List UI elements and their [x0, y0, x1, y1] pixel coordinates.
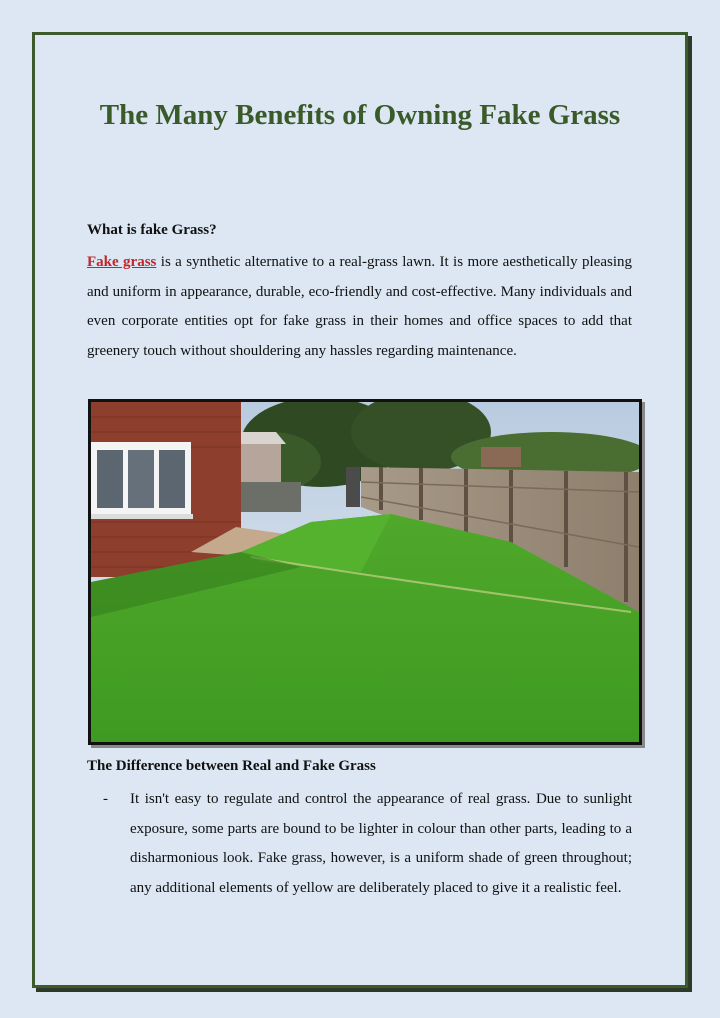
garden-illustration [91, 402, 639, 742]
section-heading-difference: The Difference between Real and Fake Grass [87, 758, 376, 774]
fake-grass-garden-photo [88, 399, 642, 745]
intro-paragraph-text: is a synthetic alternative to a real-grass lawn. It is more aesthetically pleasing and uniform in appearance, durable, eco-friendly and cost-effective. Many individuals and even corporate entities opt for fake grass in their homes and office spaces to add that greenery touch without shouldering any hassles regarding maintenance. [87, 254, 632, 359]
fake-grass-link[interactable]: Fake grass [87, 254, 157, 270]
bullet-text: It isn't easy to regulate and control the appearance of real grass. Due to sunlight exposure, some parts are bound to be lighter in colour than other parts, leading to a disharmonious look. Fake grass, however, is a uniform shade of green throughout; any additional elements of yellow are deliberately placed to give it a realistic feel. [130, 791, 632, 896]
intro-paragraph [87, 248, 632, 366]
bullet-marker: - [103, 791, 108, 807]
page-title: The Many Benefits of Owning Fake Grass [99, 99, 621, 131]
page-frame [32, 32, 688, 988]
section-heading-what-is: What is fake Grass? [87, 222, 217, 238]
bullet-list [87, 785, 632, 903]
